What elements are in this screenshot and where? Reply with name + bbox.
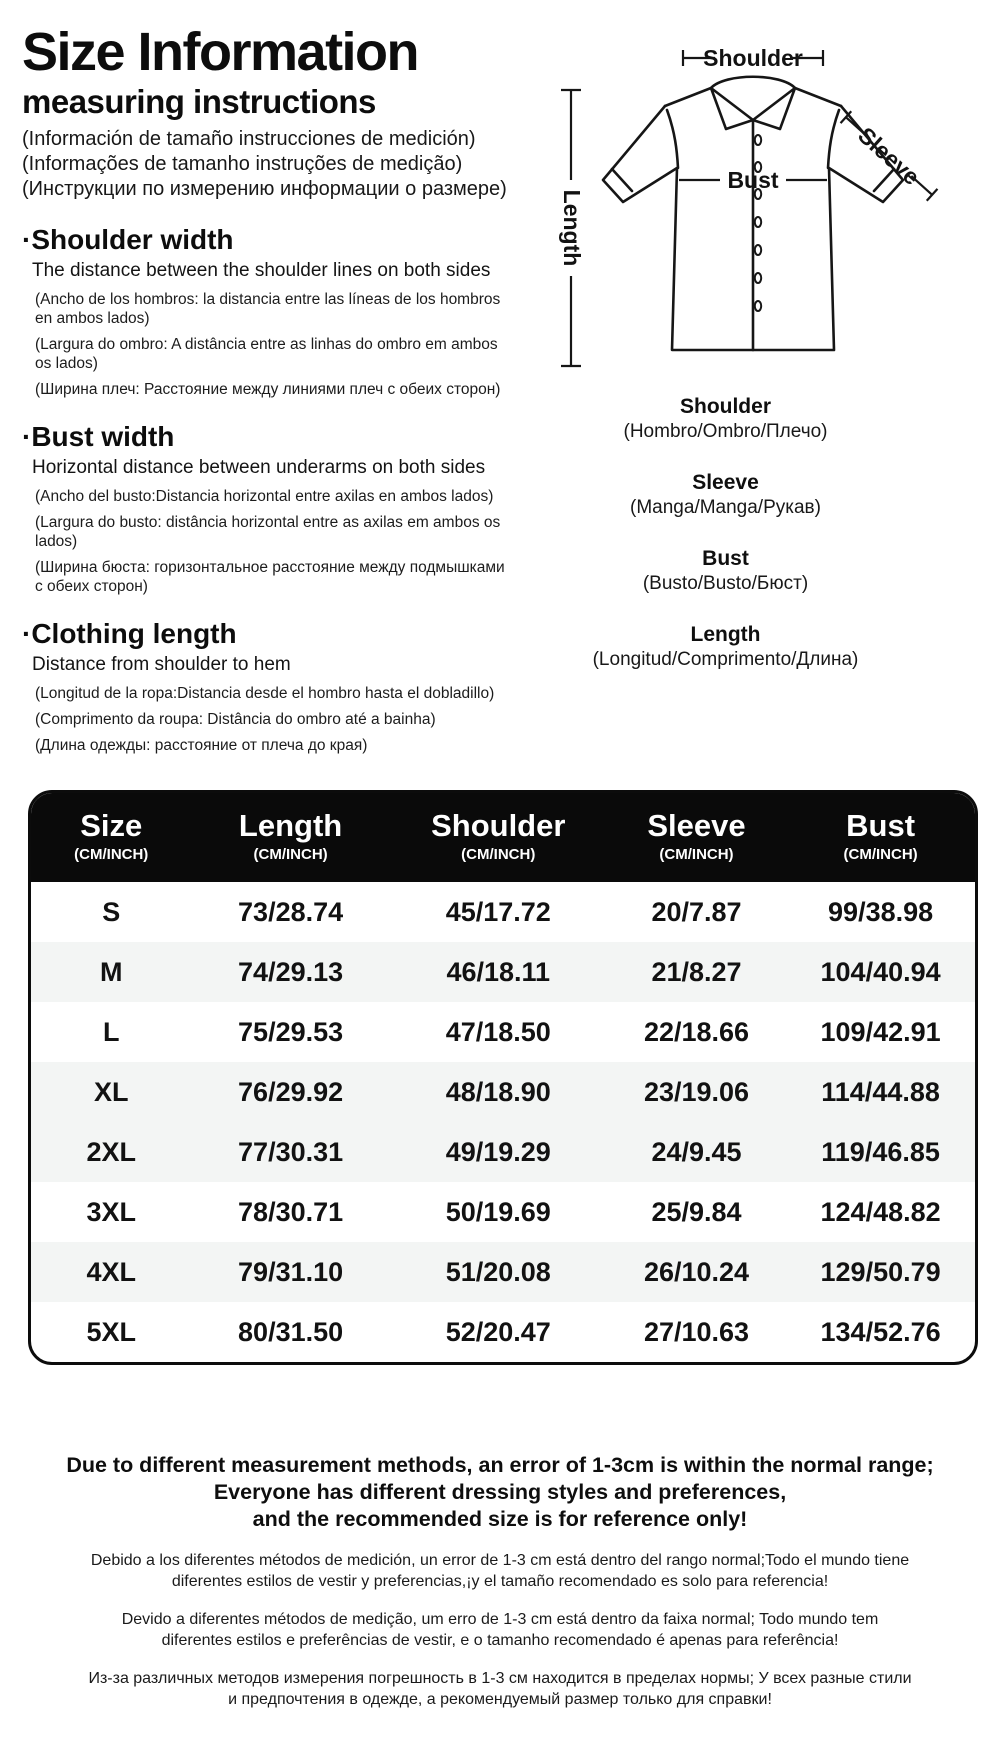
subtitle-translations: [22, 127, 537, 202]
cell-sleeve: 21/8.27: [651, 956, 742, 987]
disclaimer-pt-line: Devido a diferentes métodos de medição, um erro de 1-3 cm está dentro da faixa normal; Todo mundo tem: [121, 1611, 879, 1628]
shoulder-annotation: [683, 45, 823, 71]
disclaimer-es: [0, 1550, 1000, 1592]
legend-item-length: [553, 622, 898, 672]
diagram-length-label: Length: [559, 189, 585, 267]
cell-size: S: [102, 896, 121, 927]
table-header-cell-bust: [786, 793, 975, 882]
table-row-4xl: [31, 1242, 975, 1302]
cell-length: 80/31.50: [238, 1316, 344, 1347]
subtitle-translation-pt: (Informações de tamanho instruções de medição): [22, 153, 463, 175]
section-translation-es: (Ancho de los hombros: la distancia entre las líneas de los hombros en ambos lados): [35, 291, 501, 327]
section-translations: [22, 684, 537, 755]
legend-term: Length: [690, 623, 761, 646]
table-header-cell-shoulder: [390, 793, 607, 882]
section-translation-ru: (Ширина плеч: Расстояние между линиями плеч с обеих сторон): [35, 381, 501, 398]
length-annotation: [559, 90, 585, 366]
column-unit: (CM/INCH): [843, 846, 918, 863]
table-header-cell-size: [31, 793, 191, 882]
legend-item-shoulder: [553, 394, 898, 444]
cell-bust: 124/48.82: [820, 1196, 941, 1227]
cell-size: 2XL: [86, 1136, 136, 1167]
cell-bust: 129/50.79: [820, 1256, 941, 1287]
shirt-buttons: [755, 135, 761, 311]
column-label: Bust: [846, 808, 916, 843]
disclaimer-es-line: diferentes estilos de vestir y preferencias,¡y el tamaño recomendado es solo para referencia!: [171, 1573, 829, 1590]
legend-term: Sleeve: [692, 471, 759, 494]
cell-shoulder: 51/20.08: [445, 1256, 551, 1287]
section-translations: [22, 290, 537, 399]
cell-size: 3XL: [86, 1196, 136, 1227]
section-description: Horizontal distance between underarms on both sides: [32, 457, 486, 478]
shirt-outline: [603, 77, 903, 350]
column-label: Size: [80, 808, 143, 843]
cell-bust: 114/44.88: [821, 1076, 940, 1107]
table-row-2xl: [31, 1122, 975, 1182]
disclaimer-ru-line: и предпочтения в одежде, а рекомендуемый размер только для справки!: [228, 1691, 772, 1708]
cell-shoulder: 45/17.72: [445, 896, 551, 927]
section-bust-width: [22, 421, 537, 596]
cell-sleeve: 26/10.24: [643, 1256, 750, 1287]
cell-sleeve: 23/19.06: [643, 1076, 750, 1107]
legend-term: Shoulder: [679, 395, 771, 418]
column-unit: (CM/INCH): [461, 846, 536, 863]
table-row-l: [31, 1002, 975, 1062]
diagram-shoulder-label: Shoulder: [703, 45, 803, 71]
legend-translation: (Busto/Busto/Бюст): [642, 573, 809, 594]
cell-bust: 119/46.85: [821, 1136, 940, 1167]
section-translation-pt: (Comprimento da roupa: Distância do ombro até a bainha): [35, 711, 436, 728]
section-translation-pt: (Largura do busto: distância horizontal entre as axilas em ambos os lados): [35, 514, 501, 550]
cell-length: 78/30.71: [238, 1196, 344, 1227]
disclaimer-pt: [0, 1609, 1000, 1651]
section-translation-es: (Ancho del busto:Distancia horizontal entre axilas en ambos lados): [35, 488, 494, 505]
cell-shoulder: 49/19.29: [445, 1136, 551, 1167]
intro-block: [22, 22, 537, 762]
page-title: Size Information: [22, 22, 419, 82]
cell-sleeve: 27/10.63: [643, 1316, 750, 1347]
table-row-xl: [31, 1062, 975, 1122]
cell-shoulder: 47/18.50: [445, 1016, 551, 1047]
section-translation-ru: (Длина одежды: расстояние от плеча до края): [35, 737, 368, 754]
table-row-s: [31, 882, 975, 942]
disclaimer: [0, 1452, 1000, 1710]
shirt-diagram-icon: [553, 28, 1000, 388]
disclaimer-ru-line: Из-за различных методов измерения погрешность в 1-3 см находится в пределах нормы; У всех разные стили: [88, 1670, 912, 1687]
cell-sleeve: 25/9.84: [651, 1196, 742, 1227]
column-label: Length: [238, 808, 343, 843]
cell-size: 4XL: [86, 1256, 136, 1287]
legend-translation: (Longitud/Comprimento/Длина): [592, 649, 859, 670]
cell-size: 5XL: [86, 1316, 136, 1347]
section-clothing-length: [22, 618, 537, 755]
diagram-bust-label: Bust: [727, 167, 779, 193]
cell-sleeve: 20/7.87: [651, 896, 742, 927]
legend-item-bust: [553, 546, 898, 596]
table-row-3xl: [31, 1182, 975, 1242]
section-title: ·Clothing length: [22, 618, 237, 649]
cell-bust: 134/52.76: [820, 1316, 941, 1347]
cell-bust: 104/40.94: [820, 956, 941, 987]
column-unit: (CM/INCH): [659, 846, 734, 863]
column-unit: (CM/INCH): [74, 846, 149, 863]
cell-shoulder: 48/18.90: [445, 1076, 551, 1107]
section-description: The distance between the shoulder lines on both sides: [32, 260, 491, 281]
cell-bust: 99/38.98: [828, 896, 934, 927]
size-table-header: [31, 793, 975, 882]
cell-sleeve: 24/9.45: [651, 1136, 742, 1167]
disclaimer-en-line: Due to different measurement methods, an error of 1-3cm is within the normal range;: [66, 1453, 934, 1477]
cell-shoulder: 46/18.11: [446, 956, 551, 987]
disclaimer-es-line: Debido a los diferentes métodos de medición, un error de 1-3 cm está dentro del rango normal;Todo el mundo tiene: [90, 1552, 910, 1569]
diagram-legend: [553, 394, 898, 672]
bust-annotation: [679, 167, 827, 193]
cell-length: 77/30.31: [238, 1136, 344, 1167]
legend-item-sleeve: [553, 470, 898, 520]
column-unit: (CM/INCH): [253, 846, 328, 863]
cell-length: 75/29.53: [238, 1016, 344, 1047]
table-header-cell-sleeve: [607, 793, 786, 882]
diagram-sleeve-label: Sleeve: [853, 121, 925, 191]
disclaimer-pt-line: diferentes estilos e preferências de vestir, e o tamanho recomendado é apenas para referência!: [161, 1632, 839, 1649]
section-translation-ru: (Ширина бюста: горизонтальное расстояние между подмышками с обеих сторон): [35, 559, 505, 595]
section-title: ·Bust width: [22, 421, 175, 452]
section-shoulder-width: [22, 224, 537, 399]
table-header-cell-length: [191, 793, 389, 882]
disclaimer-en-line: and the recommended size is for reference only!: [252, 1507, 748, 1531]
size-table-container: [28, 790, 978, 1365]
cell-length: 79/31.10: [238, 1256, 344, 1287]
section-description: Distance from shoulder to hem: [32, 654, 291, 675]
disclaimer-en-line: Everyone has different dressing styles and preferences,: [213, 1480, 787, 1504]
page-subtitle: measuring instructions: [22, 83, 376, 120]
legend-term: Bust: [702, 547, 749, 570]
section-translation-pt: (Largura do ombro: A distância entre as linhas do ombro em ambos os lados): [35, 336, 498, 372]
cell-shoulder: 50/19.69: [445, 1196, 551, 1227]
size-table: [31, 793, 975, 1362]
cell-length: 74/29.13: [238, 956, 344, 987]
cell-length: 73/28.74: [238, 896, 344, 927]
section-translation-es: (Longitud de la ropa:Distancia desde el hombro hasta el dobladillo): [35, 685, 495, 702]
size-table-body: [31, 882, 975, 1362]
section-title: ·Shoulder width: [22, 224, 234, 255]
column-label: Sleeve: [647, 808, 746, 843]
subtitle-translation-ru: (Инструкции по измерению информации о размере): [22, 178, 507, 200]
cell-size: M: [99, 956, 123, 987]
legend-translation: (Hombro/Ombro/Плечо): [623, 421, 828, 442]
cell-length: 76/29.92: [238, 1076, 344, 1107]
column-label: Shoulder: [431, 808, 566, 843]
table-row-5xl: [31, 1302, 975, 1362]
disclaimer-ru: [0, 1668, 1000, 1710]
legend-translation: (Manga/Manga/Рукав): [630, 497, 821, 518]
cell-bust: 109/42.91: [820, 1016, 941, 1047]
cell-size: L: [102, 1016, 120, 1047]
disclaimer-en: [0, 1452, 1000, 1533]
measurement-diagram: [553, 28, 1000, 698]
subtitle-translation-es: (Información de tamaño instrucciones de medición): [22, 128, 476, 150]
section-translations: [22, 487, 537, 596]
cell-shoulder: 52/20.47: [445, 1316, 551, 1347]
cell-size: XL: [93, 1076, 129, 1107]
sleeve-annotation: [837, 108, 941, 205]
cell-sleeve: 22/18.66: [643, 1016, 750, 1047]
table-row-m: [31, 942, 975, 1002]
